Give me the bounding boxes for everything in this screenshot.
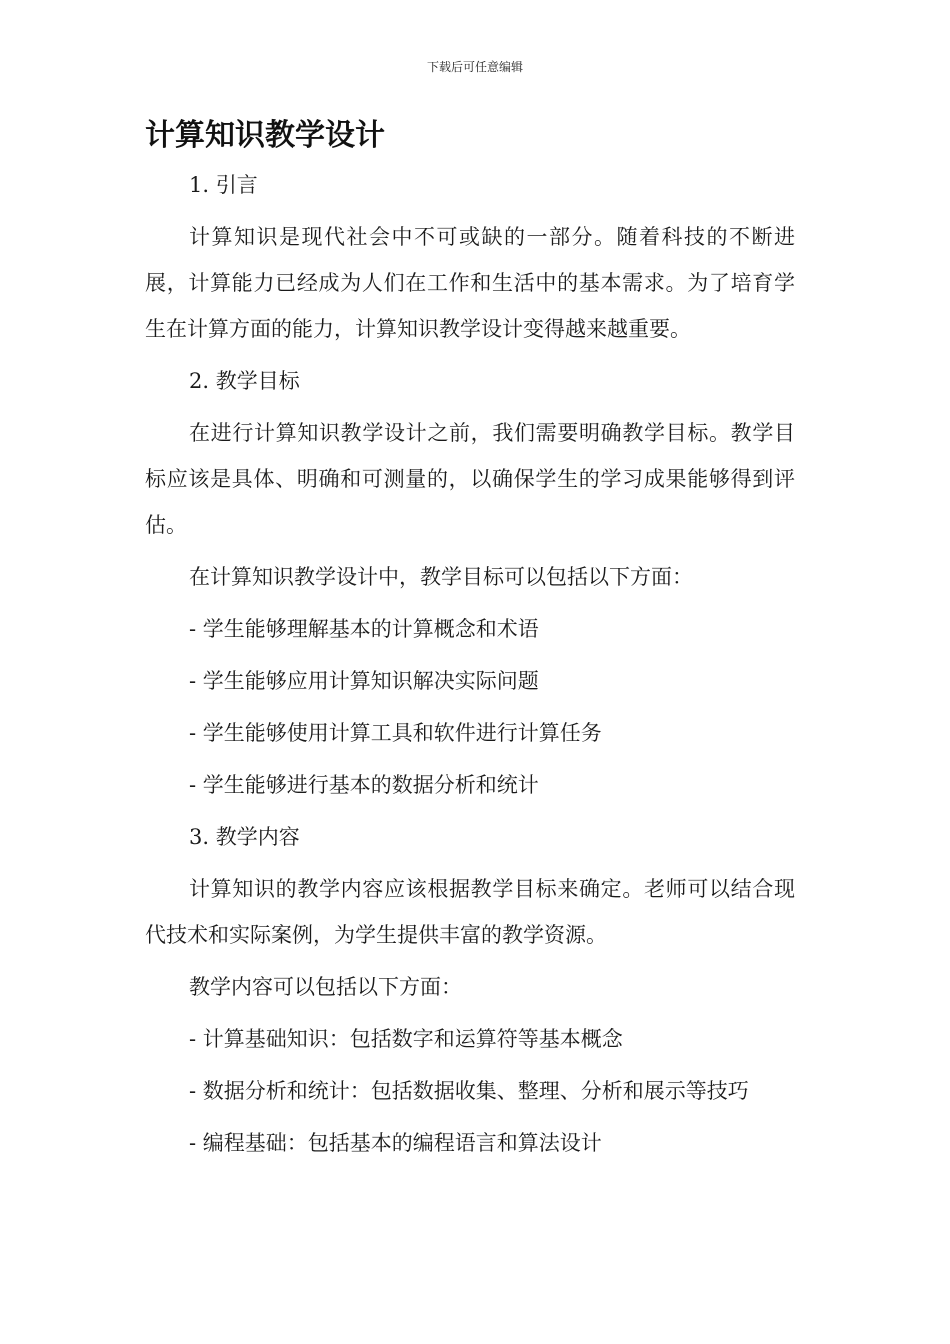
- paragraph-intro: 计算知识是现代社会中不可或缺的一部分。随着科技的不断进展，计算能力已经成为人们在工作和生活中的基本需求。为了培育学生在计算方面的能力，计算知识教学设计变得越来越重要。: [145, 225, 795, 341]
- list-item-goal-2: - 学生能够应用计算知识解决实际问题: [189, 669, 539, 693]
- document-title: 计算知识教学设计: [145, 118, 385, 153]
- paragraph-goals-1: 在进行计算知识教学设计之前，我们需要明确教学目标。教学目标应该是具体、明确和可测量的，以确保学生的学习成果能够得到评估。: [145, 421, 795, 537]
- list-item-goal-3: - 学生能够使用计算工具和软件进行计算任务: [189, 721, 602, 745]
- document-body: [145, 162, 795, 1172]
- section-heading-goals: 2. 教学目标: [189, 369, 300, 393]
- list-item-goal-4: - 学生能够进行基本的数据分析和统计: [189, 773, 539, 797]
- paragraph-content-1: 计算知识的教学内容应该根据教学目标来确定。老师可以结合现代技术和实际案例，为学生提供丰富的教学资源。: [145, 877, 795, 947]
- section-heading-content: 3. 教学内容: [189, 825, 300, 849]
- list-item-content-2: - 数据分析和统计：包括数据收集、整理、分析和展示等技巧: [189, 1079, 749, 1103]
- paragraph-content-2: 教学内容可以包括以下方面：: [189, 975, 462, 999]
- section-heading-intro: 1. 引言: [189, 173, 258, 197]
- list-item-content-1: - 计算基础知识：包括数字和运算符等基本概念: [189, 1027, 623, 1051]
- page-header-note: 下载后可任意编辑: [426, 60, 523, 74]
- list-item-goal-1: - 学生能够理解基本的计算概念和术语: [189, 617, 539, 641]
- paragraph-goals-2: 在计算知识教学设计中，教学目标可以包括以下方面：: [189, 565, 693, 589]
- list-item-content-3: - 编程基础：包括基本的编程语言和算法设计: [189, 1131, 602, 1155]
